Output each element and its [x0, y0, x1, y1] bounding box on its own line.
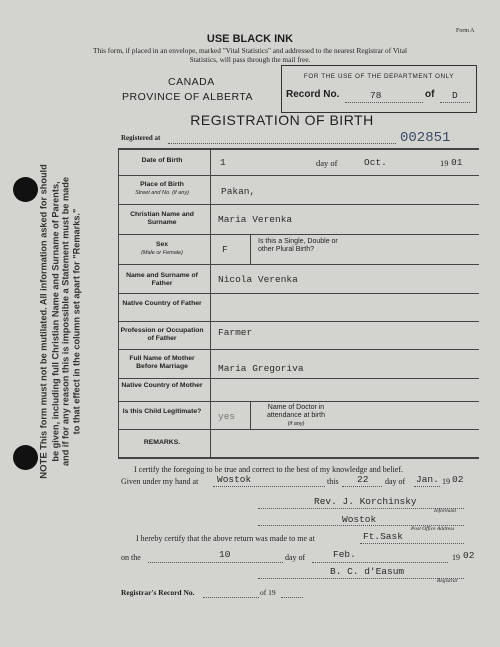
dept-use-label: FOR THE USE OF THE DEPARTMENT ONLY	[303, 73, 455, 80]
profession-value: Farmer	[218, 327, 253, 338]
on-the-label: on the	[121, 553, 141, 562]
return-statement: I hereby certify that the above return was made to me at	[136, 534, 315, 543]
registered-at-label: Registered at	[121, 134, 161, 142]
doctor-label: Name of Doctor in attendance at birth (if any)	[267, 404, 325, 427]
christian-name-value: Maria Verenka	[218, 214, 293, 225]
mail-instruction-1: This form, if placed in an envelope, marked "Vital Statistics" and addressed to the nearest Registrar of Vital	[93, 46, 407, 55]
record-label: Record No.	[286, 89, 340, 100]
record-number: 78	[370, 90, 382, 101]
mail-instruction-2: Statistics, will pass through the mail free.	[189, 55, 311, 64]
given-year: 02	[452, 474, 464, 485]
province: PROVINCE OF ALBERTA	[122, 91, 254, 103]
dob-day: 1	[220, 157, 226, 168]
of-label: of	[425, 89, 435, 100]
given-this: this	[327, 477, 339, 486]
side-note-line1: This form must not be mutilated. All information asked for should	[38, 164, 49, 450]
informant-label: Informant	[434, 508, 456, 514]
given-day-of: day of	[385, 477, 406, 486]
side-note-line4: to that effect in the column set apart for "Remarks."	[71, 208, 81, 435]
given-under-label: Given under my hand at	[121, 477, 199, 486]
dob-month: Oct.	[364, 157, 387, 168]
label-sex: Sex (Male or Female)	[141, 241, 183, 256]
form-title: REGISTRATION OF BIRTH	[190, 112, 374, 128]
given-year-prefix: 19	[442, 477, 450, 486]
father-value: Nicola Verenka	[218, 274, 298, 285]
side-note-line3: and if for any reason this is impossible a Statement must be made	[60, 177, 71, 466]
side-note-line2: be given, including full Christian Name and Surname of Parents,	[50, 181, 60, 462]
given-month: Jan.	[416, 474, 439, 485]
use-black-ink: USE BLACK INK	[206, 33, 294, 45]
registrar-record-label: Registrar's Record No.	[121, 588, 195, 597]
given-place: Wostok	[217, 474, 252, 485]
sex-value: F	[222, 244, 228, 255]
plural-birth-label: Is this a Single, Double or other Plural Birth?	[258, 238, 338, 253]
post-office-label: Post Office Address	[411, 526, 455, 532]
place-of-birth-value: Pakan,	[221, 186, 256, 197]
form-id: Form A	[456, 28, 475, 34]
label-date-of-birth: Date of Birth	[141, 157, 183, 164]
legitimate-value: yes	[218, 411, 236, 422]
punch-hole-bottom	[13, 445, 38, 470]
label-legitimate: Is this Child Legitimate?	[122, 408, 202, 415]
return-day: 10	[219, 549, 231, 560]
label-profession: Profession or Occupation of Father	[120, 327, 204, 342]
label-remarks: REMARKS.	[143, 439, 181, 446]
label-father-country: Native Country of Father	[122, 300, 202, 307]
return-day-of: day of	[285, 553, 306, 562]
dob-year-prefix: 19	[440, 158, 449, 168]
informant-address: Wostok	[342, 514, 377, 525]
serial-number: 002851	[400, 130, 451, 146]
given-day: 22	[357, 474, 369, 485]
punch-hole-top	[13, 177, 38, 202]
label-mother: Full Name of Mother Before Marriage	[129, 355, 195, 370]
dob-year: 01	[451, 157, 463, 168]
label-father: Name and Surname of Father	[126, 272, 198, 287]
dob-day-of: day of	[316, 158, 338, 168]
return-year-prefix: 19	[452, 553, 460, 562]
return-place: Ft.Sask	[363, 531, 403, 542]
label-place-of-birth: Place of Birth Street and No. (if any)	[135, 181, 189, 196]
return-month: Feb.	[333, 549, 356, 560]
label-christian-name: Christian Name and Surname	[130, 211, 194, 226]
registrar-name: B. C. d'Easum	[330, 566, 405, 577]
side-note	[39, 132, 82, 512]
registrar-record-of: of 19	[260, 588, 276, 597]
record-of-value: D	[452, 90, 458, 101]
side-note-title: NOTE	[38, 452, 50, 479]
registrar-label: Registrar	[437, 578, 458, 584]
return-year: 02	[463, 550, 475, 561]
country: CANADA	[168, 76, 215, 88]
certify-statement: I certify the foregoing to be true and correct to the best of my knowledge and belief.	[134, 465, 404, 474]
informant-name: Rev. J. Korchinsky	[314, 496, 417, 507]
mother-value: Maria Gregoriva	[218, 363, 304, 374]
label-mother-country: Native Country of Mother	[121, 382, 203, 389]
